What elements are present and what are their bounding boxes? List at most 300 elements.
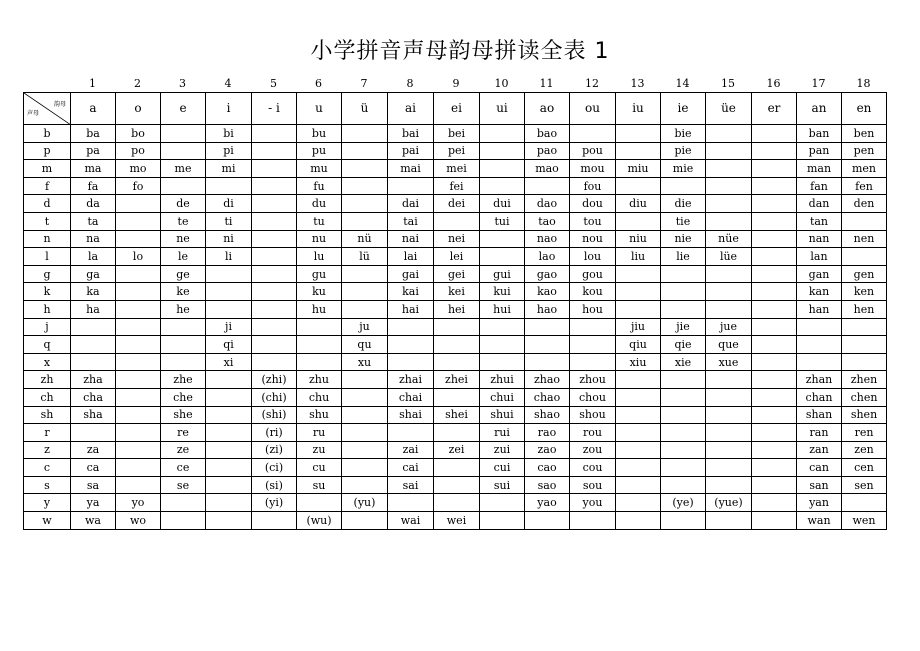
syllable-cell: te bbox=[161, 212, 206, 230]
final-header-cell: ai bbox=[388, 93, 434, 125]
syllable-cell bbox=[434, 494, 480, 512]
syllable-cell: shan bbox=[797, 406, 842, 424]
syllable-cell bbox=[752, 177, 797, 195]
table-row bbox=[24, 353, 887, 371]
syllable-cell bbox=[480, 177, 525, 195]
syllable-cell: cou bbox=[570, 459, 616, 477]
syllable-cell: ba bbox=[71, 125, 116, 143]
syllable-cell bbox=[342, 283, 388, 301]
syllable-cell: zhen bbox=[842, 371, 887, 389]
syllable-cell bbox=[706, 371, 752, 389]
syllable-cell bbox=[661, 441, 706, 459]
syllable-cell: zhan bbox=[797, 371, 842, 389]
syllable-cell bbox=[252, 177, 297, 195]
syllable-cell: ban bbox=[797, 125, 842, 143]
syllable-cell bbox=[842, 494, 887, 512]
syllable-cell: tui bbox=[480, 212, 525, 230]
syllable-cell: chai bbox=[388, 388, 434, 406]
syllable-cell: nu bbox=[297, 230, 342, 248]
syllable-cell: la bbox=[71, 248, 116, 266]
syllable-cell: ren bbox=[842, 424, 887, 442]
syllable-cell: san bbox=[797, 476, 842, 494]
syllable-cell: zan bbox=[797, 441, 842, 459]
syllable-cell: qiu bbox=[616, 336, 661, 354]
initial-cell: zh bbox=[24, 371, 71, 389]
syllable-cell: wen bbox=[842, 512, 887, 530]
syllable-cell: (ye) bbox=[661, 494, 706, 512]
syllable-cell bbox=[661, 459, 706, 477]
syllable-cell: tao bbox=[525, 212, 570, 230]
syllable-cell bbox=[342, 265, 388, 283]
syllable-cell: xu bbox=[342, 353, 388, 371]
syllable-cell bbox=[570, 125, 616, 143]
initial-cell: s bbox=[24, 476, 71, 494]
syllable-cell: cha bbox=[71, 388, 116, 406]
syllable-cell: mu bbox=[297, 160, 342, 178]
syllable-cell: gen bbox=[842, 265, 887, 283]
syllable-cell bbox=[206, 177, 252, 195]
table-row bbox=[24, 212, 887, 230]
syllable-cell bbox=[706, 125, 752, 143]
syllable-cell: tu bbox=[297, 212, 342, 230]
syllable-cell: zhai bbox=[388, 371, 434, 389]
syllable-cell: bie bbox=[661, 125, 706, 143]
final-header-cell: an bbox=[797, 93, 842, 125]
column-number: 6 bbox=[315, 77, 322, 90]
syllable-cell bbox=[116, 371, 161, 389]
syllable-cell: xi bbox=[206, 353, 252, 371]
syllable-cell bbox=[71, 336, 116, 354]
syllable-cell bbox=[616, 388, 661, 406]
syllable-cell: den bbox=[842, 195, 887, 213]
syllable-cell: gui bbox=[480, 265, 525, 283]
initial-cell: j bbox=[24, 318, 71, 336]
syllable-cell bbox=[752, 459, 797, 477]
syllable-cell bbox=[480, 160, 525, 178]
syllable-cell bbox=[752, 230, 797, 248]
column-number: 15 bbox=[721, 77, 735, 90]
syllable-cell bbox=[252, 125, 297, 143]
syllable-cell: kai bbox=[388, 283, 434, 301]
syllable-cell: gai bbox=[388, 265, 434, 283]
syllable-cell bbox=[206, 371, 252, 389]
syllable-cell: (yue) bbox=[706, 494, 752, 512]
syllable-cell: sen bbox=[842, 476, 887, 494]
syllable-cell bbox=[842, 212, 887, 230]
syllable-cell: fan bbox=[797, 177, 842, 195]
syllable-cell bbox=[570, 512, 616, 530]
syllable-cell: tai bbox=[388, 212, 434, 230]
syllable-cell: su bbox=[297, 476, 342, 494]
syllable-cell: hui bbox=[480, 300, 525, 318]
syllable-cell: jue bbox=[706, 318, 752, 336]
syllable-cell: (yi) bbox=[252, 494, 297, 512]
syllable-cell bbox=[616, 441, 661, 459]
syllable-cell: cu bbox=[297, 459, 342, 477]
initial-cell: y bbox=[24, 494, 71, 512]
syllable-cell bbox=[752, 406, 797, 424]
syllable-cell bbox=[434, 353, 480, 371]
syllable-cell: bu bbox=[297, 125, 342, 143]
syllable-cell: shu bbox=[297, 406, 342, 424]
syllable-cell bbox=[480, 512, 525, 530]
syllable-cell bbox=[342, 300, 388, 318]
syllable-cell: kou bbox=[570, 283, 616, 301]
syllable-cell bbox=[661, 424, 706, 442]
syllable-cell: hou bbox=[570, 300, 616, 318]
syllable-cell: zei bbox=[434, 441, 480, 459]
syllable-cell: she bbox=[161, 406, 206, 424]
syllable-cell bbox=[797, 336, 842, 354]
syllable-cell: wei bbox=[434, 512, 480, 530]
syllable-cell: zai bbox=[388, 441, 434, 459]
syllable-cell bbox=[116, 212, 161, 230]
syllable-cell bbox=[116, 406, 161, 424]
syllable-cell: chui bbox=[480, 388, 525, 406]
syllable-cell: wan bbox=[797, 512, 842, 530]
syllable-cell: xie bbox=[661, 353, 706, 371]
syllable-cell: liu bbox=[616, 248, 661, 266]
syllable-cell bbox=[525, 336, 570, 354]
initial-cell: m bbox=[24, 160, 71, 178]
syllable-cell bbox=[706, 142, 752, 160]
syllable-cell bbox=[252, 300, 297, 318]
syllable-cell bbox=[116, 265, 161, 283]
syllable-cell: mai bbox=[388, 160, 434, 178]
syllable-cell bbox=[252, 195, 297, 213]
syllable-cell bbox=[297, 336, 342, 354]
syllable-cell: cai bbox=[388, 459, 434, 477]
syllable-cell bbox=[206, 388, 252, 406]
syllable-cell bbox=[616, 283, 661, 301]
syllable-cell: miu bbox=[616, 160, 661, 178]
finals-header-row bbox=[24, 93, 887, 125]
syllable-cell: rou bbox=[570, 424, 616, 442]
syllable-cell bbox=[752, 512, 797, 530]
syllable-cell: dai bbox=[388, 195, 434, 213]
initial-cell: t bbox=[24, 212, 71, 230]
syllable-cell: kan bbox=[797, 283, 842, 301]
syllable-cell: re bbox=[161, 424, 206, 442]
syllable-cell: lüe bbox=[706, 248, 752, 266]
syllable-cell: ne bbox=[161, 230, 206, 248]
final-header-cell: e bbox=[161, 93, 206, 125]
syllable-cell: fen bbox=[842, 177, 887, 195]
table-row bbox=[24, 388, 887, 406]
column-number: 1 bbox=[89, 77, 96, 90]
syllable-cell: ju bbox=[342, 318, 388, 336]
syllable-cell: pan bbox=[797, 142, 842, 160]
syllable-cell bbox=[752, 424, 797, 442]
syllable-cell bbox=[116, 459, 161, 477]
syllable-cell bbox=[480, 494, 525, 512]
column-number: 2 bbox=[134, 77, 141, 90]
syllable-cell: bo bbox=[116, 125, 161, 143]
syllable-cell: pou bbox=[570, 142, 616, 160]
syllable-cell bbox=[252, 160, 297, 178]
syllable-cell: nan bbox=[797, 230, 842, 248]
syllable-cell bbox=[206, 494, 252, 512]
syllable-cell bbox=[525, 353, 570, 371]
syllable-cell bbox=[116, 424, 161, 442]
syllable-cell: yo bbox=[116, 494, 161, 512]
initial-cell: f bbox=[24, 177, 71, 195]
final-header-cell: ü bbox=[342, 93, 388, 125]
syllable-cell bbox=[434, 459, 480, 477]
syllable-cell bbox=[252, 265, 297, 283]
syllable-cell: ze bbox=[161, 441, 206, 459]
syllable-cell: mi bbox=[206, 160, 252, 178]
syllable-cell bbox=[525, 512, 570, 530]
syllable-cell bbox=[706, 424, 752, 442]
syllable-cell: zen bbox=[842, 441, 887, 459]
syllable-cell bbox=[297, 318, 342, 336]
syllable-cell: (si) bbox=[252, 476, 297, 494]
syllable-cell bbox=[752, 195, 797, 213]
syllable-cell: you bbox=[570, 494, 616, 512]
syllable-cell bbox=[206, 441, 252, 459]
syllable-cell: nao bbox=[525, 230, 570, 248]
syllable-cell bbox=[752, 142, 797, 160]
syllable-cell bbox=[706, 406, 752, 424]
column-number: 18 bbox=[856, 77, 871, 90]
syllable-cell bbox=[206, 512, 252, 530]
syllable-cell bbox=[661, 300, 706, 318]
syllable-cell bbox=[71, 318, 116, 336]
syllable-cell bbox=[206, 265, 252, 283]
syllable-cell: pao bbox=[525, 142, 570, 160]
syllable-cell: cen bbox=[842, 459, 887, 477]
syllable-cell bbox=[480, 142, 525, 160]
syllable-cell bbox=[706, 283, 752, 301]
syllable-cell: lou bbox=[570, 248, 616, 266]
pinyin-table bbox=[23, 92, 887, 530]
table-row bbox=[24, 512, 887, 530]
syllable-cell: mo bbox=[116, 160, 161, 178]
syllable-cell bbox=[388, 336, 434, 354]
syllable-cell: mou bbox=[570, 160, 616, 178]
syllable-cell: na bbox=[71, 230, 116, 248]
syllable-cell bbox=[116, 476, 161, 494]
syllable-cell: pei bbox=[434, 142, 480, 160]
syllable-cell: mao bbox=[525, 160, 570, 178]
syllable-cell bbox=[616, 512, 661, 530]
syllable-cell bbox=[661, 406, 706, 424]
syllable-cell: lei bbox=[434, 248, 480, 266]
syllable-cell bbox=[252, 248, 297, 266]
syllable-cell: nüe bbox=[706, 230, 752, 248]
syllable-cell: fa bbox=[71, 177, 116, 195]
syllable-cell bbox=[252, 212, 297, 230]
syllable-cell: li bbox=[206, 248, 252, 266]
syllable-cell: nie bbox=[661, 230, 706, 248]
syllable-cell: ge bbox=[161, 265, 206, 283]
column-number: 16 bbox=[766, 77, 781, 90]
initial-cell: x bbox=[24, 353, 71, 371]
syllable-cell bbox=[661, 283, 706, 301]
syllable-cell bbox=[252, 353, 297, 371]
syllable-cell: ni bbox=[206, 230, 252, 248]
syllable-cell bbox=[434, 424, 480, 442]
syllable-cell bbox=[206, 476, 252, 494]
syllable-cell: zha bbox=[71, 371, 116, 389]
initial-cell: w bbox=[24, 512, 71, 530]
syllable-cell bbox=[116, 353, 161, 371]
syllable-cell: gu bbox=[297, 265, 342, 283]
syllable-cell: die bbox=[661, 195, 706, 213]
syllable-cell: zhao bbox=[525, 371, 570, 389]
syllable-cell bbox=[388, 318, 434, 336]
syllable-cell bbox=[388, 424, 434, 442]
initial-cell: q bbox=[24, 336, 71, 354]
table-row bbox=[24, 125, 887, 143]
syllable-cell bbox=[752, 476, 797, 494]
syllable-cell bbox=[752, 212, 797, 230]
initial-cell: k bbox=[24, 283, 71, 301]
syllable-cell bbox=[616, 424, 661, 442]
syllable-cell: qi bbox=[206, 336, 252, 354]
syllable-cell: pen bbox=[842, 142, 887, 160]
syllable-cell bbox=[434, 318, 480, 336]
syllable-cell bbox=[252, 283, 297, 301]
syllable-cell bbox=[342, 142, 388, 160]
syllable-cell bbox=[752, 125, 797, 143]
syllable-cell: han bbox=[797, 300, 842, 318]
syllable-cell bbox=[342, 406, 388, 424]
syllable-cell: che bbox=[161, 388, 206, 406]
syllable-cell: gou bbox=[570, 265, 616, 283]
corner-cell bbox=[24, 93, 71, 125]
syllable-cell bbox=[752, 283, 797, 301]
final-header-cell: ie bbox=[661, 93, 706, 125]
syllable-cell: lao bbox=[525, 248, 570, 266]
syllable-cell: di bbox=[206, 195, 252, 213]
syllable-cell: hao bbox=[525, 300, 570, 318]
table-row bbox=[24, 177, 887, 195]
syllable-cell: gan bbox=[797, 265, 842, 283]
column-number: 14 bbox=[675, 77, 690, 90]
syllable-cell bbox=[342, 125, 388, 143]
syllable-cell: ta bbox=[71, 212, 116, 230]
syllable-cell bbox=[706, 195, 752, 213]
syllable-cell bbox=[480, 125, 525, 143]
syllable-cell: ji bbox=[206, 318, 252, 336]
syllable-cell bbox=[706, 300, 752, 318]
syllable-cell: lo bbox=[116, 248, 161, 266]
syllable-cell bbox=[161, 318, 206, 336]
syllable-cell bbox=[342, 177, 388, 195]
column-number: 8 bbox=[406, 77, 414, 90]
syllable-cell bbox=[616, 212, 661, 230]
syllable-cell bbox=[252, 512, 297, 530]
final-header-cell: iu bbox=[616, 93, 661, 125]
syllable-cell bbox=[842, 318, 887, 336]
table-row bbox=[24, 441, 887, 459]
table-row bbox=[24, 248, 887, 266]
syllable-cell: fu bbox=[297, 177, 342, 195]
initial-cell: c bbox=[24, 459, 71, 477]
syllable-cell bbox=[116, 318, 161, 336]
syllable-cell bbox=[434, 476, 480, 494]
syllable-cell bbox=[161, 125, 206, 143]
syllable-cell bbox=[116, 195, 161, 213]
final-header-cell: ao bbox=[525, 93, 570, 125]
syllable-cell: zhe bbox=[161, 371, 206, 389]
corner-finals-label: 韵母 bbox=[53, 101, 66, 108]
syllable-cell bbox=[342, 388, 388, 406]
syllable-cell bbox=[616, 125, 661, 143]
syllable-cell bbox=[161, 512, 206, 530]
syllable-cell bbox=[297, 494, 342, 512]
syllable-cell: men bbox=[842, 160, 887, 178]
syllable-cell: gei bbox=[434, 265, 480, 283]
syllable-cell: bai bbox=[388, 125, 434, 143]
syllable-cell: ga bbox=[71, 265, 116, 283]
syllable-cell: shen bbox=[842, 406, 887, 424]
syllable-cell: bei bbox=[434, 125, 480, 143]
syllable-cell bbox=[706, 476, 752, 494]
final-header-cell: - i bbox=[252, 93, 297, 125]
syllable-cell: xiu bbox=[616, 353, 661, 371]
syllable-cell: dui bbox=[480, 195, 525, 213]
syllable-cell: (ci) bbox=[252, 459, 297, 477]
syllable-cell bbox=[752, 441, 797, 459]
syllable-cell: nen bbox=[842, 230, 887, 248]
syllable-cell: yao bbox=[525, 494, 570, 512]
syllable-cell bbox=[752, 336, 797, 354]
syllable-cell: kao bbox=[525, 283, 570, 301]
syllable-cell: chu bbox=[297, 388, 342, 406]
final-header-cell: i bbox=[206, 93, 252, 125]
syllable-cell: dao bbox=[525, 195, 570, 213]
syllable-cell: shei bbox=[434, 406, 480, 424]
syllable-cell: me bbox=[161, 160, 206, 178]
syllable-cell bbox=[706, 512, 752, 530]
column-number: 10 bbox=[494, 77, 509, 90]
syllable-cell: ku bbox=[297, 283, 342, 301]
syllable-cell: tie bbox=[661, 212, 706, 230]
syllable-cell: se bbox=[161, 476, 206, 494]
syllable-cell: fou bbox=[570, 177, 616, 195]
syllable-cell: lü bbox=[342, 248, 388, 266]
syllable-cell bbox=[342, 512, 388, 530]
syllable-cell: wai bbox=[388, 512, 434, 530]
syllable-cell bbox=[661, 512, 706, 530]
syllable-cell: dan bbox=[797, 195, 842, 213]
syllable-cell bbox=[661, 177, 706, 195]
syllable-cell bbox=[206, 424, 252, 442]
syllable-cell: zhui bbox=[480, 371, 525, 389]
syllable-cell bbox=[342, 160, 388, 178]
syllable-cell bbox=[206, 283, 252, 301]
syllable-cell bbox=[661, 265, 706, 283]
syllable-cell bbox=[797, 318, 842, 336]
syllable-cell: bi bbox=[206, 125, 252, 143]
syllable-cell bbox=[752, 371, 797, 389]
syllable-cell bbox=[480, 230, 525, 248]
initial-cell: sh bbox=[24, 406, 71, 424]
syllable-cell: (zi) bbox=[252, 441, 297, 459]
syllable-cell bbox=[434, 212, 480, 230]
syllable-cell bbox=[842, 336, 887, 354]
syllable-cell: chan bbox=[797, 388, 842, 406]
syllable-cell: shou bbox=[570, 406, 616, 424]
syllable-cell bbox=[252, 230, 297, 248]
syllable-cell: nai bbox=[388, 230, 434, 248]
syllable-cell: cao bbox=[525, 459, 570, 477]
syllable-cell: ca bbox=[71, 459, 116, 477]
syllable-cell: ran bbox=[797, 424, 842, 442]
